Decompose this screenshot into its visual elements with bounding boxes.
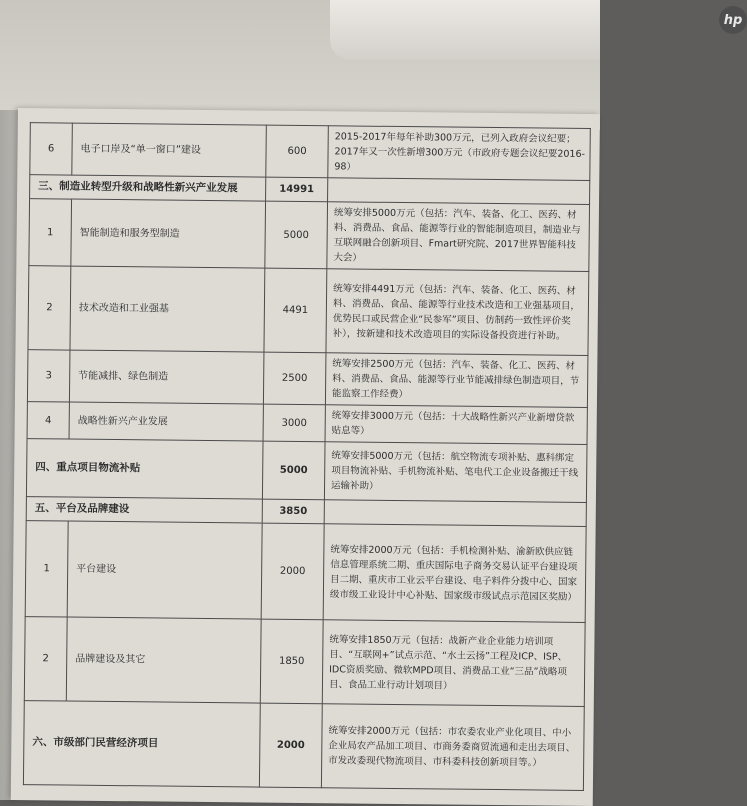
- table-row: [27, 402, 587, 445]
- row-number: 3: [27, 350, 70, 402]
- section-title: 三、制造业转型升级和战略性新兴产业发展: [30, 175, 266, 201]
- table-row: [23, 701, 584, 791]
- section-title: 六、市级部门民营经济项目: [23, 701, 260, 787]
- section-amount: 5000: [262, 441, 325, 500]
- section-amount: 14991: [266, 177, 328, 202]
- item-amount: 4491: [264, 268, 327, 353]
- item-description: 统筹安排1850万元（包括：战新产业企业能力培训项目、“互联网+”试点示范、“水土云扬”工程及ICP、ISP、IDC资质奖励、微软MPD项目、消费品工业“三品”战略项目、食品工业行动计划项目）: [322, 620, 585, 707]
- table-row: [30, 123, 591, 181]
- item-amount: 5000: [265, 201, 328, 269]
- hp-logo-icon: hp: [719, 6, 747, 34]
- row-number: 1: [25, 521, 68, 617]
- row-number: 6: [30, 123, 73, 175]
- laptop-lid: [330, 0, 743, 60]
- item-description: 统筹安排4491万元（包括：汽车、装备、化工、医药、材料、消费品、食品、能源等行业技术改造和工业强基项目，优势民口或民营企业“民参军”项目、仿制药一致性评价奖补），按新建和技术改造项目的实际设备投资进行补助。: [326, 269, 589, 356]
- table-row: [28, 266, 589, 356]
- section-amount: 3850: [262, 499, 324, 524]
- item-name: 技术改造和工业强基: [70, 266, 265, 352]
- item-amount: 2000: [261, 523, 324, 620]
- budget-table: [23, 122, 591, 791]
- item-name: 品牌建设及其它: [66, 617, 261, 703]
- table-row: [25, 521, 586, 623]
- item-amount: 3000: [263, 404, 325, 442]
- row-number: 2: [28, 266, 71, 350]
- table-row: [29, 199, 590, 272]
- item-description: 统筹安排3000万元（包括：十大战略性新兴产业新增贷款贴息等）: [325, 405, 587, 445]
- item-name: 节能减排、绿色制造: [69, 350, 264, 404]
- row-number: 1: [29, 199, 72, 266]
- table-row: [27, 350, 588, 408]
- item-description: 统筹安排5000万元（包括：航空物流专项补贴、惠科绑定项目物流补贴、手机物流补贴、笔电代工企业设备搬迁干线运输补助）: [324, 442, 587, 503]
- section-title: 五、平台及品牌建设: [26, 497, 262, 523]
- section-amount: 2000: [259, 703, 322, 788]
- item-amount: 1850: [260, 619, 323, 704]
- item-name: 智能制造和服务型制造: [71, 199, 266, 268]
- item-description: 2015-2017年每年补助300万元，已列入政府会议纪要；2017年又一次性新增300万元（市政府专题会议纪要2016-98）: [328, 126, 591, 181]
- item-name: 平台建设: [67, 521, 262, 619]
- document-page: [11, 108, 600, 806]
- item-description: [324, 500, 586, 527]
- item-description: 统筹安排5000万元（包括：汽车、装备、化工、医药、材料、消费品、食品、能源等行业的智能制造项目，制造业与互联网融合创新项目、Fmart研究院、2017世界智能科技大会）: [327, 202, 590, 272]
- item-description: 统筹安排2500万元（包括：汽车、装备、化工、医药、材料、消费品、食品、能源等行业节能减排绿色制造项目，节能监察工作经费）: [325, 353, 588, 408]
- table-row: [24, 617, 585, 707]
- item-name: 战略性新兴产业发展: [69, 402, 263, 441]
- item-description: 统筹安排2000万元（包括：手机检测补贴、渝新欧供应链信息管理系统二期、重庆国际电子商务交易认证平台建设项目二期、重庆市工业云平台建设、电子料件分拨中心、国家级市级工业设计中心补贴、国家级市级试点示范园区奖励）: [323, 524, 586, 623]
- row-number: 2: [24, 617, 67, 701]
- item-amount: 2500: [263, 352, 326, 405]
- item-amount: 600: [266, 125, 329, 178]
- item-name: 电子口岸及“单一窗口”建设: [72, 123, 267, 177]
- section-title: 四、重点项目物流补贴: [26, 439, 263, 499]
- item-description: [328, 178, 590, 205]
- table-row: [26, 439, 587, 503]
- item-description: 统筹安排2000万元（包括：市农委农业产业化项目、中小企业局农产品加工项目、市商务委商贸流通和走出去项目、市发改委现代物流项目、市科委科技创新项目等。）: [321, 704, 584, 791]
- row-number: 4: [27, 402, 69, 439]
